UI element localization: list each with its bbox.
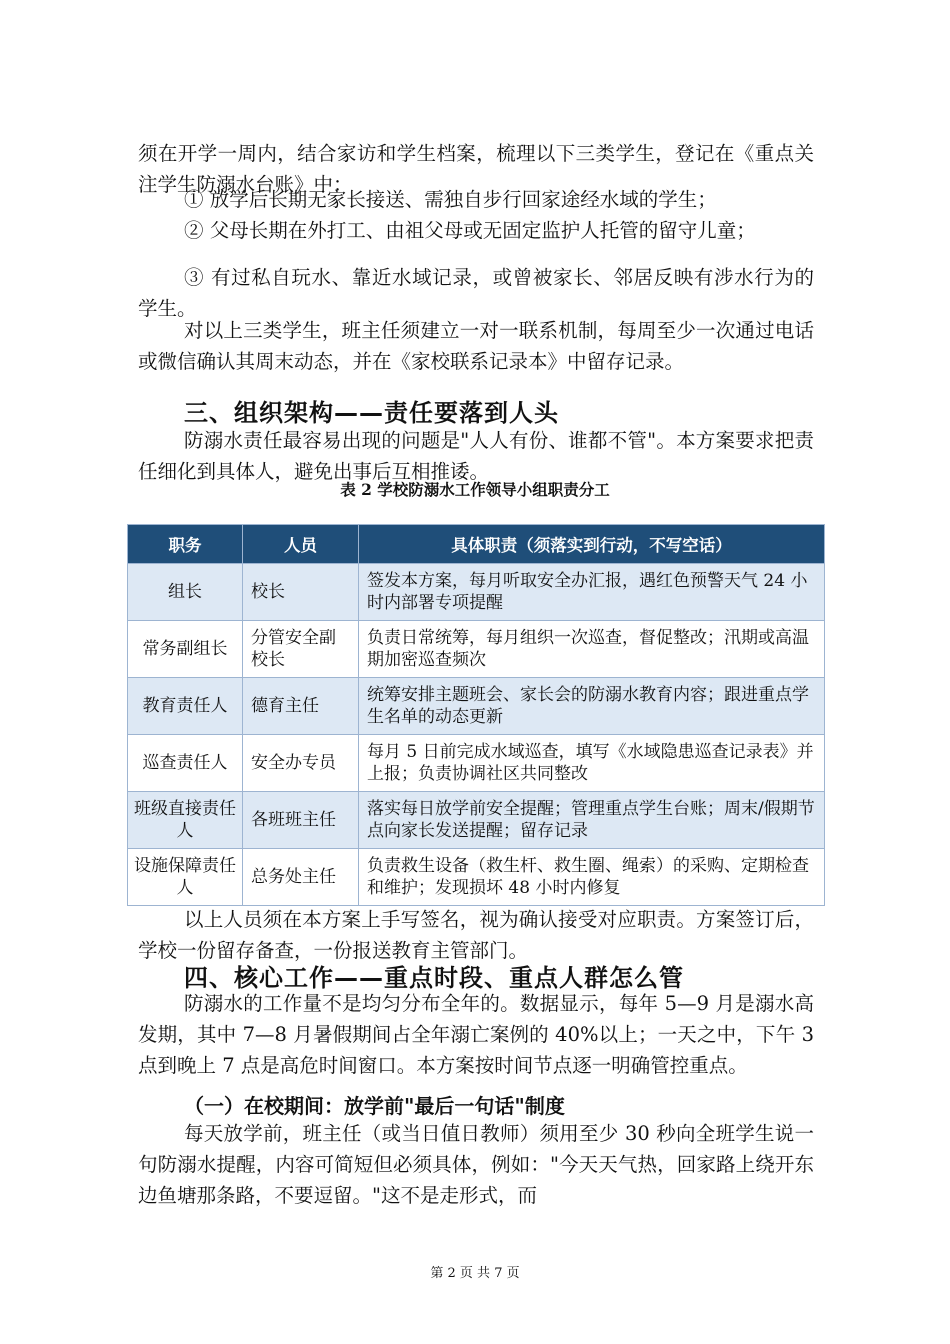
paragraph-peak-periods: 防溺水的工作量不是均匀分布全年的。数据显示，每年 5—9 月是溺水高发期，其中 7—8 月暑假期间占全年溺亡案例的 40%以上；一天之中，下午 3 点到晚上 7 点是高危时间窗口。本方案按时间节点逐一明确管控重点。 xyxy=(138,992,814,1077)
table-row xyxy=(128,564,825,621)
paragraph-contact-mechanism: 对以上三类学生，班主任须建立一对一联系机制，每周至少一次通过电话或微信确认其周末动态，并在《家校联系记录本》中留存记录。 xyxy=(138,319,814,373)
list-item-1: ① 放学后长期无家长接送、需独自步行回家途经水域的学生； xyxy=(184,188,717,211)
column-header-person: 人员 xyxy=(243,525,359,564)
cell-person: 各班班主任 xyxy=(243,792,359,849)
cell-duty: 每月 5 日前完成水域巡查，填写《水域隐患巡查记录表》并上报；负责协调社区共同整改 xyxy=(359,735,825,792)
cell-role: 组长 xyxy=(128,564,243,621)
section-heading-core-work: 四、核心工作——重点时段、重点人群怎么管 xyxy=(184,964,684,992)
paragraph-register-students: 须在开学一周内，结合家访和学生档案，梳理以下三类学生，登记在《重点关注学生防溺水台账》中： xyxy=(138,142,814,196)
cell-duty: 统筹安排主题班会、家长会的防溺水教育内容；跟进重点学生名单的动态更新 xyxy=(359,678,825,735)
table-row xyxy=(128,792,825,849)
cell-person: 安全办专员 xyxy=(243,735,359,792)
duty-table xyxy=(127,524,825,906)
table-header-row xyxy=(128,525,825,564)
paragraph-last-word: 每天放学前，班主任（或当日值日教师）须用至少 30 秒向全班学生说一句防溺水提醒，内容可简短但必须具体，例如："今天天气热，回家路上绕开东边鱼塘那条路，不要逗留。"这不是走形式，而 xyxy=(138,1122,814,1207)
cell-role: 班级直接责任人 xyxy=(128,792,243,849)
cell-person: 总务处主任 xyxy=(243,849,359,906)
page-number: 第 2 页 共 7 页 xyxy=(430,1266,520,1281)
cell-role: 巡查责任人 xyxy=(128,735,243,792)
cell-duty: 落实每日放学前安全提醒；管理重点学生台账；周末/假期节点向家长发送提醒；留存记录 xyxy=(359,792,825,849)
column-header-duty: 具体职责（须落实到行动，不写空话） xyxy=(359,525,825,564)
cell-person: 校长 xyxy=(243,564,359,621)
cell-person: 分管安全副校长 xyxy=(243,621,359,678)
cell-duty: 签发本方案，每月听取安全办汇报，遇红色预警天气 24 小时内部署专项提醒 xyxy=(359,564,825,621)
cell-duty: 负责救生设备（救生杆、救生圈、绳索）的采购、定期检查和维护；发现损坏 48 小时内修复 xyxy=(359,849,825,906)
section-heading-organization: 三、组织架构——责任要落到人头 xyxy=(184,399,559,427)
column-header-role: 职务 xyxy=(128,525,243,564)
paragraph-responsibility: 防溺水责任最容易出现的问题是"人人有份、谁都不管"。本方案要求把责任细化到具体人，避免出事后互相推诿。 xyxy=(138,429,814,483)
table-row xyxy=(128,621,825,678)
cell-role: 设施保障责任人 xyxy=(128,849,243,906)
list-item-3: ③ 有过私自玩水、靠近水域记录，或曾被家长、邻居反映有涉水行为的学生。 xyxy=(138,266,814,320)
table-row xyxy=(128,678,825,735)
table-caption: 表 2 学校防溺水工作领导小组职责分工 xyxy=(340,480,610,499)
table-row xyxy=(128,849,825,906)
paragraph-signature: 以上人员须在本方案上手写签名，视为确认接受对应职责。方案签订后，学校一份留存备查，一份报送教育主管部门。 xyxy=(138,908,814,962)
table-row xyxy=(128,735,825,792)
cell-person: 德育主任 xyxy=(243,678,359,735)
cell-role: 教育责任人 xyxy=(128,678,243,735)
subsection-heading-school: （一）在校期间：放学前"最后一句话"制度 xyxy=(184,1094,565,1118)
cell-role: 常务副组长 xyxy=(128,621,243,678)
list-item-2: ② 父母长期在外打工、由祖父母或无固定监护人托管的留守儿童； xyxy=(184,219,756,242)
cell-duty: 负责日常统筹，每月组织一次巡查，督促整改；汛期或高温期加密巡查频次 xyxy=(359,621,825,678)
